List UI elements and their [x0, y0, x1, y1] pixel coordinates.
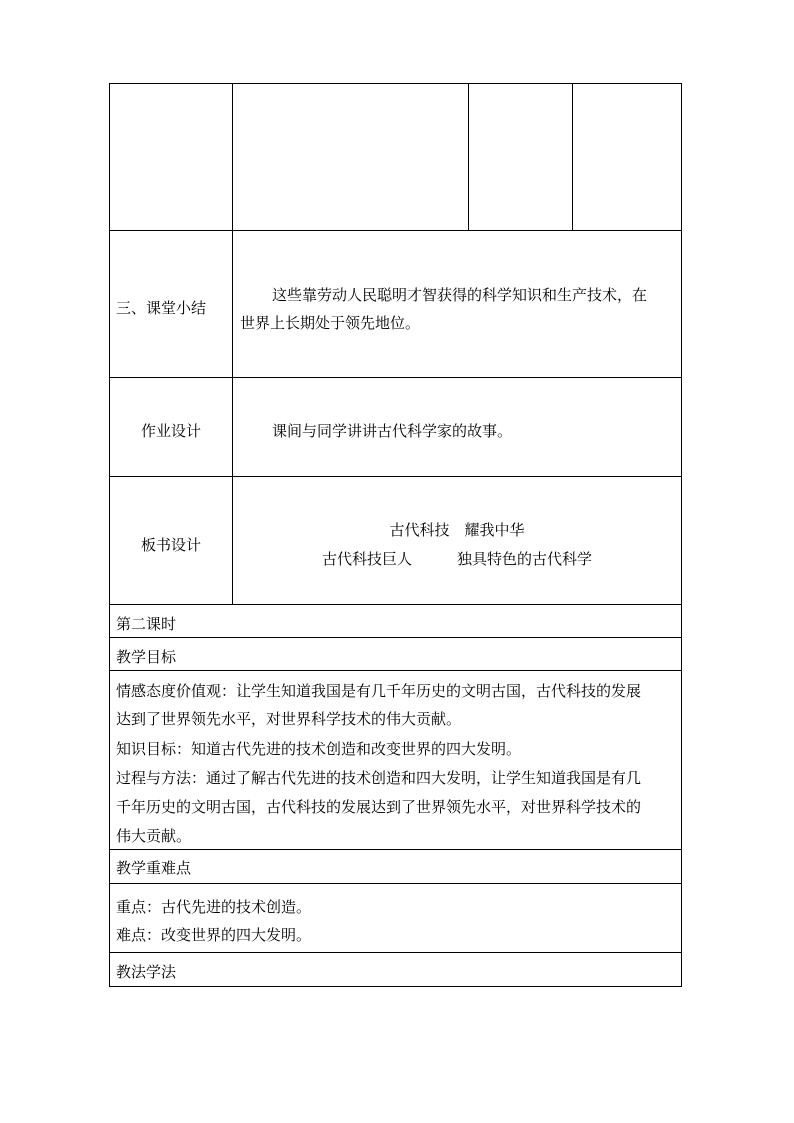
- lesson2-title: 第二课时: [116, 615, 177, 633]
- goals-heading: 教学目标: [116, 648, 177, 666]
- methods-heading: 教法学法: [116, 963, 177, 981]
- goals-line: 知识目标：知道古代先进的技术创造和改变世界的四大发明。: [116, 740, 522, 758]
- keypoints-heading: 教学重难点: [116, 859, 192, 877]
- top-row-divider-2: [572, 83, 573, 230]
- goals-line: 达到了世界领先水平，对世界科学技术的伟大贡献。: [116, 710, 462, 728]
- row-divider: [109, 670, 682, 671]
- summary-label: 三、课堂小结: [116, 299, 207, 317]
- homework-label: 作业设计: [140, 422, 201, 440]
- board-label: 板书设计: [140, 536, 201, 554]
- keypoints-line: 难点：改变世界的四大发明。: [116, 926, 312, 944]
- goals-line: 情感态度价值观：让学生知道我国是有几千年历史的文明古国，古代科技的发展: [116, 682, 642, 700]
- row-divider: [109, 604, 682, 605]
- top-row-divider-1: [468, 83, 469, 230]
- board-line1: 古代科技 耀我中华: [389, 521, 525, 539]
- goals-line: 伟大贡献。: [116, 827, 192, 845]
- summary-text-line1: 这些靠劳动人民聪明才智获得的科学知识和生产技术，在: [272, 286, 648, 304]
- row-divider: [109, 377, 682, 378]
- row-divider: [109, 230, 682, 231]
- row-divider: [109, 476, 682, 477]
- table-border-bottom: [109, 986, 682, 987]
- table-border-right: [681, 83, 682, 987]
- homework-text: 课间与同学讲讲古代科学家的故事。: [272, 422, 513, 440]
- goals-line: 过程与方法：通过了解古代先进的技术创造和四大发明，让学生知道我国是有几: [116, 769, 642, 787]
- row-divider: [109, 637, 682, 638]
- goals-line: 千年历史的文明古国，古代科技的发展达到了世界领先水平，对世界科学技术的: [116, 798, 642, 816]
- row-divider: [109, 952, 682, 953]
- row-divider: [109, 883, 682, 884]
- board-line2: 古代科技巨人 独具特色的古代科学: [321, 550, 592, 568]
- row-divider: [109, 849, 682, 850]
- table-border-top: [109, 83, 682, 84]
- summary-text-line2: 世界上长期处于领先地位。: [240, 314, 421, 332]
- keypoints-line: 重点：古代先进的技术创造。: [116, 898, 312, 916]
